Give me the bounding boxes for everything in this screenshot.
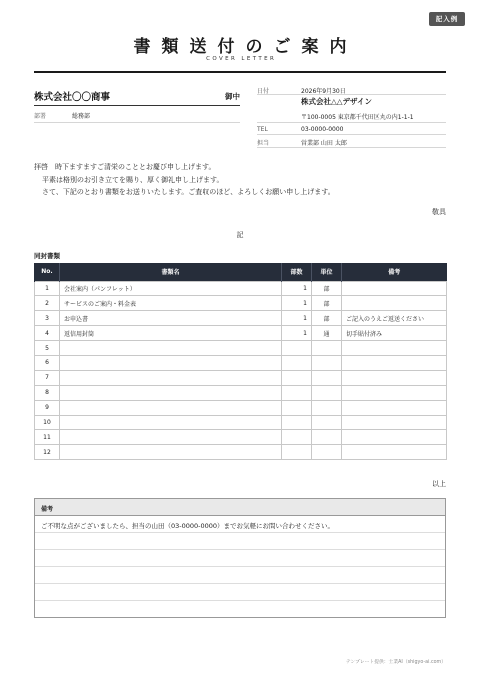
cell-qty: 1 — [282, 281, 312, 296]
cell-qty — [282, 341, 312, 356]
cell-name — [60, 341, 282, 356]
remarks-line — [35, 601, 445, 618]
cell-note — [342, 385, 447, 400]
cell-name — [60, 445, 282, 460]
table-row — [35, 355, 447, 370]
cell-note: ご記入のうえご返送ください — [342, 311, 447, 326]
cell-note — [342, 430, 447, 445]
remarks-line — [35, 567, 445, 584]
cell-no: 12 — [35, 445, 60, 460]
cell-note: 切手貼付済み — [342, 326, 447, 341]
header-note: 備考 — [342, 263, 447, 281]
remarks-line: ご不明な点がございましたら、担当の山田（03-0000-0000）までお気軽にお問い合わせください。 — [35, 516, 445, 533]
recipient-dept-row — [34, 106, 240, 123]
date-value: 2026年9月30日 — [301, 88, 346, 95]
sender-address: 〒100-0005 東京都千代田区丸の内1-1-1 — [301, 114, 414, 121]
body-line-1: 拝啓 時下ますますご清栄のこととお慶び申し上げます。 — [34, 163, 216, 171]
table-row — [35, 385, 447, 400]
cell-qty — [282, 400, 312, 415]
cell-note — [342, 281, 447, 296]
cell-unit — [312, 341, 342, 356]
remarks-line — [35, 550, 445, 567]
enclosure-label: 同封書類 — [34, 252, 60, 260]
cell-note — [342, 341, 447, 356]
cell-no: 6 — [35, 355, 60, 370]
cell-name: お申込書 — [60, 311, 282, 326]
cell-name — [60, 385, 282, 400]
sender-contact-row — [257, 135, 446, 148]
cell-no: 1 — [35, 281, 60, 296]
cell-unit — [312, 430, 342, 445]
cell-qty — [282, 430, 312, 445]
cell-unit: 部 — [312, 311, 342, 326]
contact-value: 営業部 山田 太郎 — [301, 140, 347, 147]
cell-qty — [282, 370, 312, 385]
cell-no: 7 — [35, 370, 60, 385]
cell-no: 2 — [35, 296, 60, 311]
template-credit: テンプレート提供：士業AI（shigyo-ai.com） — [345, 660, 446, 665]
remarks-line — [35, 533, 445, 550]
cell-note — [342, 400, 447, 415]
contact-label: 担当 — [257, 140, 270, 147]
cell-no: 4 — [35, 326, 60, 341]
cell-name — [60, 400, 282, 415]
cell-unit — [312, 385, 342, 400]
sender-company-row — [257, 95, 446, 123]
cell-name — [60, 430, 282, 445]
cell-unit — [312, 445, 342, 460]
table-row — [35, 415, 447, 430]
cell-unit — [312, 355, 342, 370]
sender-company: 株式会社△△デザイン — [301, 97, 373, 106]
table-row — [35, 281, 447, 296]
title-divider — [34, 71, 446, 73]
document-subtitle: COVER LETTER — [206, 56, 277, 62]
cell-no: 9 — [35, 400, 60, 415]
cell-no: 5 — [35, 341, 60, 356]
closing-ijo: 以上 — [432, 480, 446, 488]
sample-badge: 記入例 — [429, 12, 465, 26]
recipient-company: 株式会社〇〇商事 — [34, 92, 111, 103]
tel-value: 03-0000-0000 — [301, 126, 344, 133]
cell-note — [342, 370, 447, 385]
table-row — [35, 296, 447, 311]
sender-block — [257, 83, 446, 148]
cell-qty: 1 — [282, 311, 312, 326]
date-label: 日付 — [257, 88, 270, 95]
cell-note — [342, 415, 447, 430]
table-row — [35, 326, 447, 341]
closing-keigu: 敬具 — [432, 208, 446, 216]
letter-body — [34, 161, 446, 199]
header-unit: 単位 — [312, 263, 342, 281]
header-name: 書類名 — [60, 263, 282, 281]
cell-name: 返信用封筒 — [60, 326, 282, 341]
cell-no: 8 — [35, 385, 60, 400]
table-row — [35, 430, 447, 445]
cell-unit — [312, 415, 342, 430]
cell-qty — [282, 445, 312, 460]
header-no: No. — [35, 263, 60, 281]
remarks-lines — [35, 516, 445, 618]
enclosure-table — [34, 263, 447, 460]
cell-unit: 通 — [312, 326, 342, 341]
remarks-label: 備考 — [35, 499, 445, 516]
ki-marker: 記 — [236, 231, 244, 239]
cell-unit — [312, 370, 342, 385]
cell-note — [342, 355, 447, 370]
cell-name: 会社案内（パンフレット） — [60, 281, 282, 296]
sender-tel-row — [257, 123, 446, 135]
cell-name — [60, 370, 282, 385]
cell-no: 11 — [35, 430, 60, 445]
table-row — [35, 311, 447, 326]
cell-no: 3 — [35, 311, 60, 326]
cell-name — [60, 355, 282, 370]
table-body — [35, 281, 447, 460]
cell-unit: 部 — [312, 281, 342, 296]
cell-note — [342, 445, 447, 460]
remarks-box — [34, 498, 446, 618]
header-qty: 部数 — [282, 263, 312, 281]
remarks-line — [35, 584, 445, 601]
cell-qty — [282, 385, 312, 400]
table-row — [35, 370, 447, 385]
body-line-3: さて、下記のとおり書類をお送りいたします。ご査収のほど、よろしくお願い申し上げます。 — [42, 188, 335, 196]
cell-qty — [282, 415, 312, 430]
cell-note — [342, 296, 447, 311]
table-row — [35, 400, 447, 415]
cell-unit — [312, 400, 342, 415]
sender-date-row — [257, 83, 446, 95]
cell-qty: 1 — [282, 296, 312, 311]
dept-value: 総務部 — [72, 113, 91, 120]
recipient-name-row — [34, 88, 240, 106]
cell-name: サービスのご案内・料金表 — [60, 296, 282, 311]
cell-no: 10 — [35, 415, 60, 430]
body-line-2: 平素は格別のお引き立てを賜り、厚く御礼申し上げます。 — [42, 175, 224, 184]
dept-label: 部署 — [34, 113, 47, 120]
cell-qty: 1 — [282, 326, 312, 341]
cell-name — [60, 415, 282, 430]
table-row — [35, 445, 447, 460]
recipient-block — [34, 88, 240, 123]
table-row — [35, 341, 447, 356]
document-title: 書類送付のご案内 — [133, 37, 358, 57]
table-header-row — [35, 263, 447, 281]
tel-label: TEL — [257, 126, 268, 133]
recipient-honorific: 御中 — [225, 92, 240, 101]
cell-qty — [282, 355, 312, 370]
cell-unit: 部 — [312, 296, 342, 311]
